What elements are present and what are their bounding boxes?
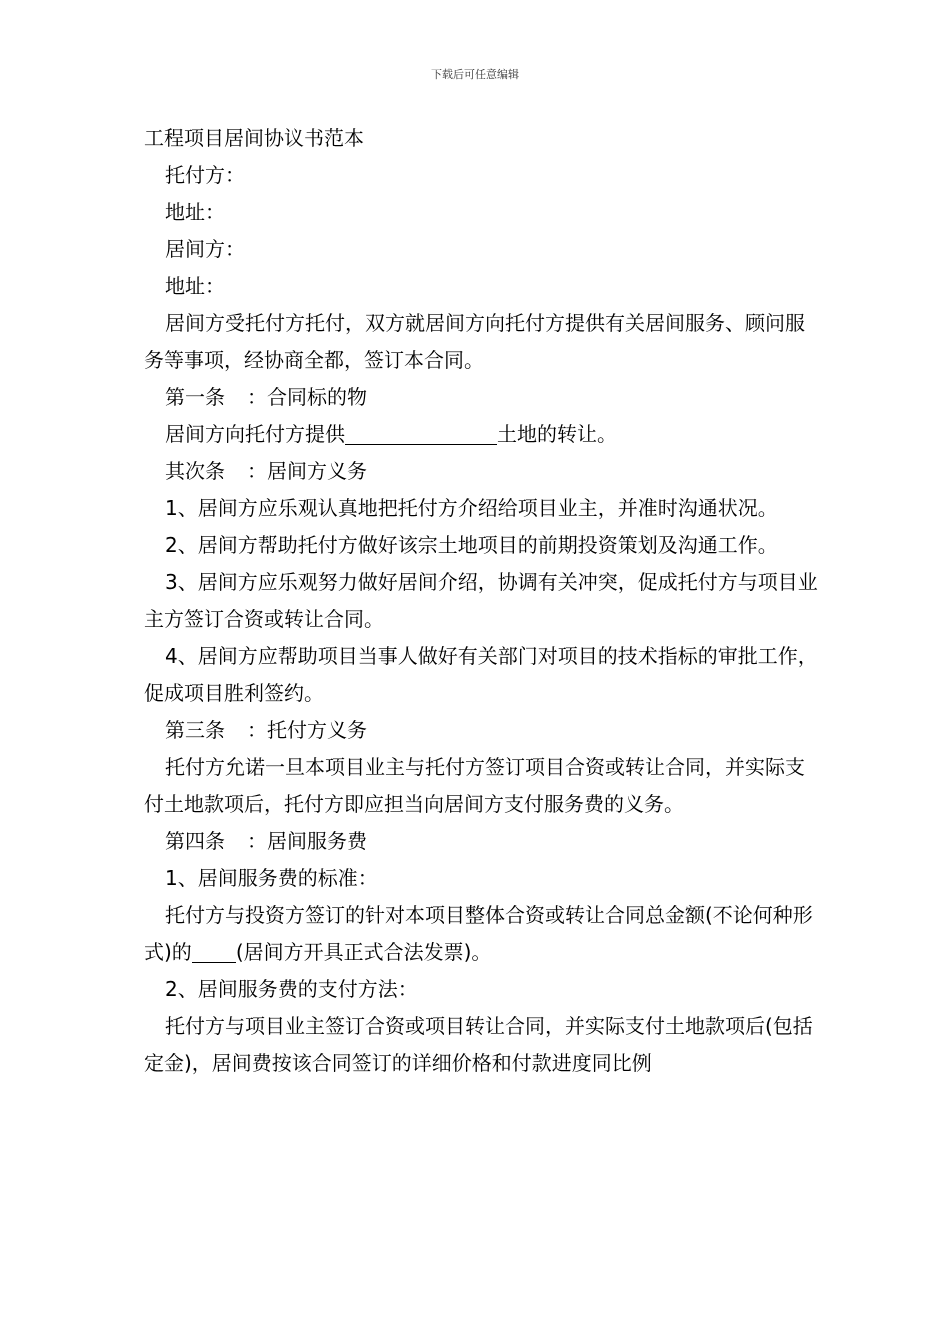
article2-item: 2、居间方帮助托付方做好该宗土地项目的前期投资策划及沟通工作。 [165,533,778,557]
blank-fee-field [192,940,236,963]
article2-item: 4、居间方应帮助项目当事人做好有关部门对项目的技术指标的审批工作，促成项目胜利签约。 [144,644,818,705]
article4-heading [144,823,824,860]
article3-body: 托付方允诺一旦本项目业主与托付方签订项目合资或转让合同，并实际支付土地款项后，托付方即应担当向居间方支付服务费的义务。 [144,755,805,816]
article1-heading [144,379,824,416]
article4-item1-title: 1、居间服务费的标准： [165,866,378,890]
article1-body-after: 土地的转让。 [497,422,617,446]
document-title: 工程项目居间协议书范本 [144,126,364,150]
article3-number: 第三条 [165,718,225,742]
article4-item2-title: 2、居间服务费的支付方法： [165,977,418,1001]
party-a-address-label: 地址： [165,200,225,224]
article1-title: ：合同标的物 [247,385,367,409]
party-b-address-label: 地址： [165,274,225,298]
preamble: 居间方受托付方托付，双方就居间方向托付方提供有关居间服务、顾问服务等事项，经协商全都，签订本合同。 [144,311,805,372]
article4-item1-after: (居间方开具正式合法发票)。 [235,940,492,964]
article1-body [144,416,824,453]
party-a-label: 托付方： [165,163,245,187]
document-body [144,120,824,1082]
article1-number: 第一条 [165,385,225,409]
article1-body-before: 居间方向托付方提供 [165,422,345,446]
header-note: 下载后可任意编辑 [431,68,519,81]
article4-title: ：居间服务费 [247,829,367,853]
article3-heading [144,712,824,749]
article4-item2-body: 托付方与项目业主签订合资或项目转让合同，并实际支付土地款项后(包括定金)，居间费按该合同签订的详细价格和付款进度同比例 [144,1014,813,1075]
article4-item1-before: 托付方与投资方签订的针对本项目整体合资或转让合同总金额(不论何种形式)的 [144,903,813,964]
article2-heading [144,453,824,490]
article4-number: 第四条 [165,829,225,853]
article4-item1-body [144,897,824,971]
party-b-label: 居间方： [165,237,245,261]
article2-number: 其次条 [165,459,225,483]
article2-title: ：居间方义务 [247,459,367,483]
article2-item: 1、居间方应乐观认真地把托付方介绍给项目业主，并准时沟通状况。 [165,496,778,520]
article2-item: 3、居间方应乐观努力做好居间介绍，协调有关冲突，促成托付方与项目业主方签订合资或转让合同。 [144,570,818,631]
article3-title: ：托付方义务 [247,718,367,742]
blank-land-field [345,422,497,445]
